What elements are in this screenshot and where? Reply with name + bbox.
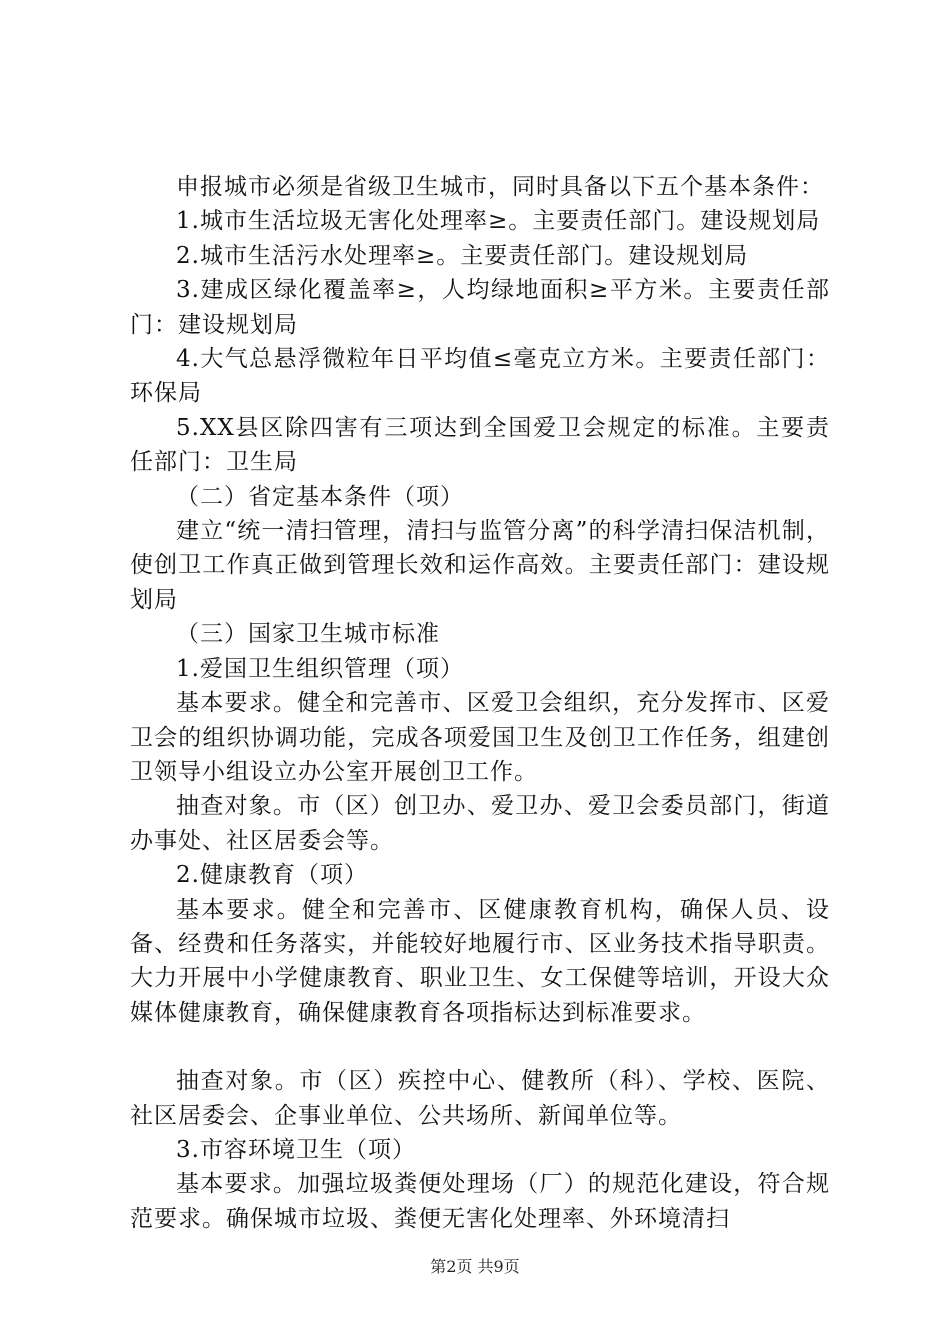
paragraph-cleaning-mechanism: 建立“统一清扫管理，清扫与监管分离”的科学清扫保洁机制，使创卫工作真正做到管理长效和运作高效。主要责任部门：建设规划局 [130, 518, 830, 613]
paragraph-education-inspection: 抽查对象。市（区）疾控中心、健教所（科）、学校、医院、社区居委会、企事业单位、公共场所、新闻单位等。 [130, 1068, 830, 1129]
paragraph-item-3: 3.建成区绿化覆盖率≥，人均绿地面积≥平方米。主要责任部门：建设规划局 [130, 277, 830, 338]
paragraph-org-inspection: 抽查对象。市（区）创卫办、爱卫办、爱卫会委员部门，街道办事处、社区居委会等。 [130, 793, 830, 854]
paragraph-environment-requirements: 基本要求。加强垃圾粪便处理场（厂）的规范化建设，符合规范要求。确保城市垃圾、粪便无害化处理率、外环境清扫 [130, 1171, 830, 1232]
paragraph-education-requirements: 基本要求。健全和完善市、区健康教育机构，确保人员、设备、经费和任务落实，并能较好地履行市、区业务技术指导职责。大力开展中小学健康教育、职业卫生、女工保健等培训，开设大众媒体健康教育，确保健康教育各项指标达到标准要求。 [130, 896, 830, 1026]
paragraph-item-4: 4.大气总悬浮微粒年日平均值≤毫克立方米。主要责任部门：环保局 [130, 346, 830, 407]
subheading-environment: 3.市容环境卫生（项） [176, 1136, 416, 1163]
paragraph-item-1: 1.城市生活垃圾无害化处理率≥。主要责任部门。建设规划局 [176, 208, 821, 235]
section-heading-2: （二）省定基本条件（项） [176, 483, 464, 510]
page-number-footer: 第2页 共9页 [430, 1257, 520, 1276]
document-body [130, 170, 830, 1236]
paragraph-intro: 申报城市必须是省级卫生城市，同时具备以下五个基本条件： [176, 174, 824, 200]
section-heading-3: （三）国家卫生城市标准 [176, 621, 440, 648]
paragraph-item-5: 5.XX县区除四害有三项达到全国爱卫会规定的标准。主要责任部门：卫生局 [130, 414, 830, 476]
subheading-health-education: 2.健康教育（项） [176, 862, 368, 889]
paragraph-org-requirements: 基本要求。健全和完善市、区爱卫会组织，充分发挥市、区爱卫会的组织协调功能，完成各项爱国卫生及创卫工作任务，组建创卫领导小组设立办公室开展创卫工作。 [130, 690, 830, 785]
subheading-organization: 1.爱国卫生组织管理（项） [176, 655, 464, 682]
paragraph-item-2: 2.城市生活污水处理率≥。主要责任部门。建设规划局 [176, 242, 749, 269]
